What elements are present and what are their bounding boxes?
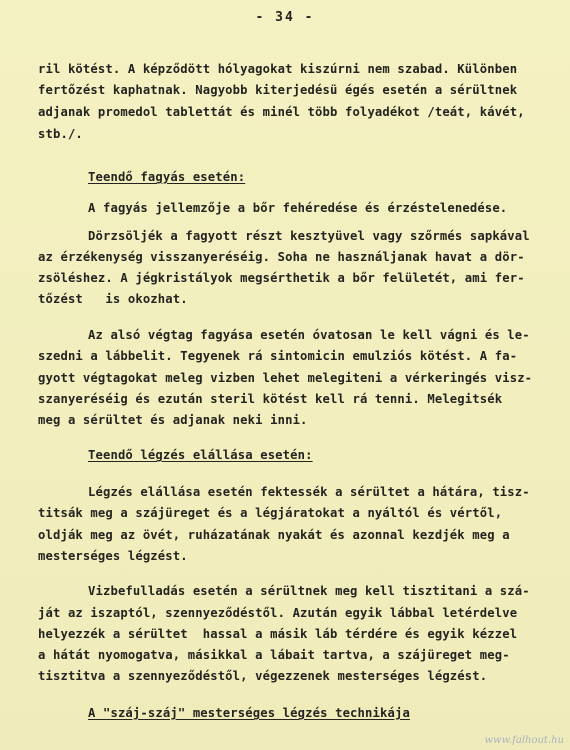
paragraph-line: titsák meg a szájüreget és a légjáratokat a nyáltól és vértől, bbox=[38, 506, 503, 520]
paragraph-line: a hátát nyomogatva, másikkal a lábait tartva, a szájüreget meg- bbox=[38, 648, 510, 662]
paragraph-line: tisztitva a szennyeződéstől, végezzenek mesterséges légzést. bbox=[38, 669, 488, 683]
paragraph-line: A fagyás jellemzője a bőr fehéredése és érzéstelenedése. bbox=[88, 201, 508, 215]
paragraph-line: ril kötést. A képződött hólyagokat kiszúrni nem szabad. Különben bbox=[38, 62, 518, 76]
paragraph-line: szanyeréséig és ezután steril kötést kell rá tenni. Melegitsék bbox=[38, 392, 503, 406]
section-heading-breathing: Teendő légzés elállása esetén: bbox=[88, 448, 313, 462]
watermark: www.falhout.hu bbox=[484, 735, 564, 746]
paragraph-line: Dörzsöljék a fagyott részt kesztyüvel vagy szőrmés sapkával bbox=[88, 229, 530, 243]
section-heading-frostbite: Teendő fagyás esetén: bbox=[88, 170, 246, 184]
paragraph-line: az érzékenység visszanyeréséig. Soha ne használjanak havat a dör- bbox=[38, 250, 525, 264]
paragraph-line: Vizbefulladás esetén a sérültnek meg kell tisztitani a szá- bbox=[88, 584, 530, 598]
paragraph-line: stb./. bbox=[38, 127, 83, 141]
paragraph-line: adjanak promedol tablettát és minél több folyadékot /teát, kávét, bbox=[38, 105, 525, 119]
paragraph-line: ját az iszaptól, szennyeződéstől. Azután egyik lábbal letérdelve bbox=[38, 606, 518, 620]
paragraph-line: Légzés elállása esetén fektessék a sérültet a hátára, tisz- bbox=[88, 485, 530, 499]
paragraph-line: tőzést is okozhat. bbox=[38, 292, 188, 306]
paragraph-line: gyott végtagokat meleg vizben lehet melegiteni a vérkeringés visz- bbox=[38, 371, 533, 385]
paragraph-line: fertőzést kaphatnak. Nagyobb kiterjedésü égés esetén a sérültnek bbox=[38, 83, 518, 97]
page-number: - 34 - bbox=[255, 10, 315, 25]
paragraph-line: zsöléshez. A jégkristályok megsérthetik a bőr felületét, ami fer- bbox=[38, 271, 525, 285]
paragraph-line: oldják meg az övét, ruházatának nyakát és azonnal kezdjék meg a bbox=[38, 528, 510, 542]
paragraph-line: helyezzék a sérültet hassal a másik láb térdére és egyik kézzel bbox=[38, 627, 518, 641]
section-heading-mouth-to-mouth: A "száj-száj" mesterséges légzés technikája bbox=[88, 706, 410, 720]
paragraph-line: mesterséges légzést. bbox=[38, 549, 188, 563]
paragraph-line: szedni a lábbelit. Tegyenek rá sintomicin emulziós kötést. A fa- bbox=[38, 349, 518, 363]
paragraph-line: meg a sérültet és adjanak neki inni. bbox=[38, 413, 308, 427]
paragraph-line: Az alsó végtag fagyása esetén óvatosan le kell vágni és le- bbox=[88, 328, 530, 342]
